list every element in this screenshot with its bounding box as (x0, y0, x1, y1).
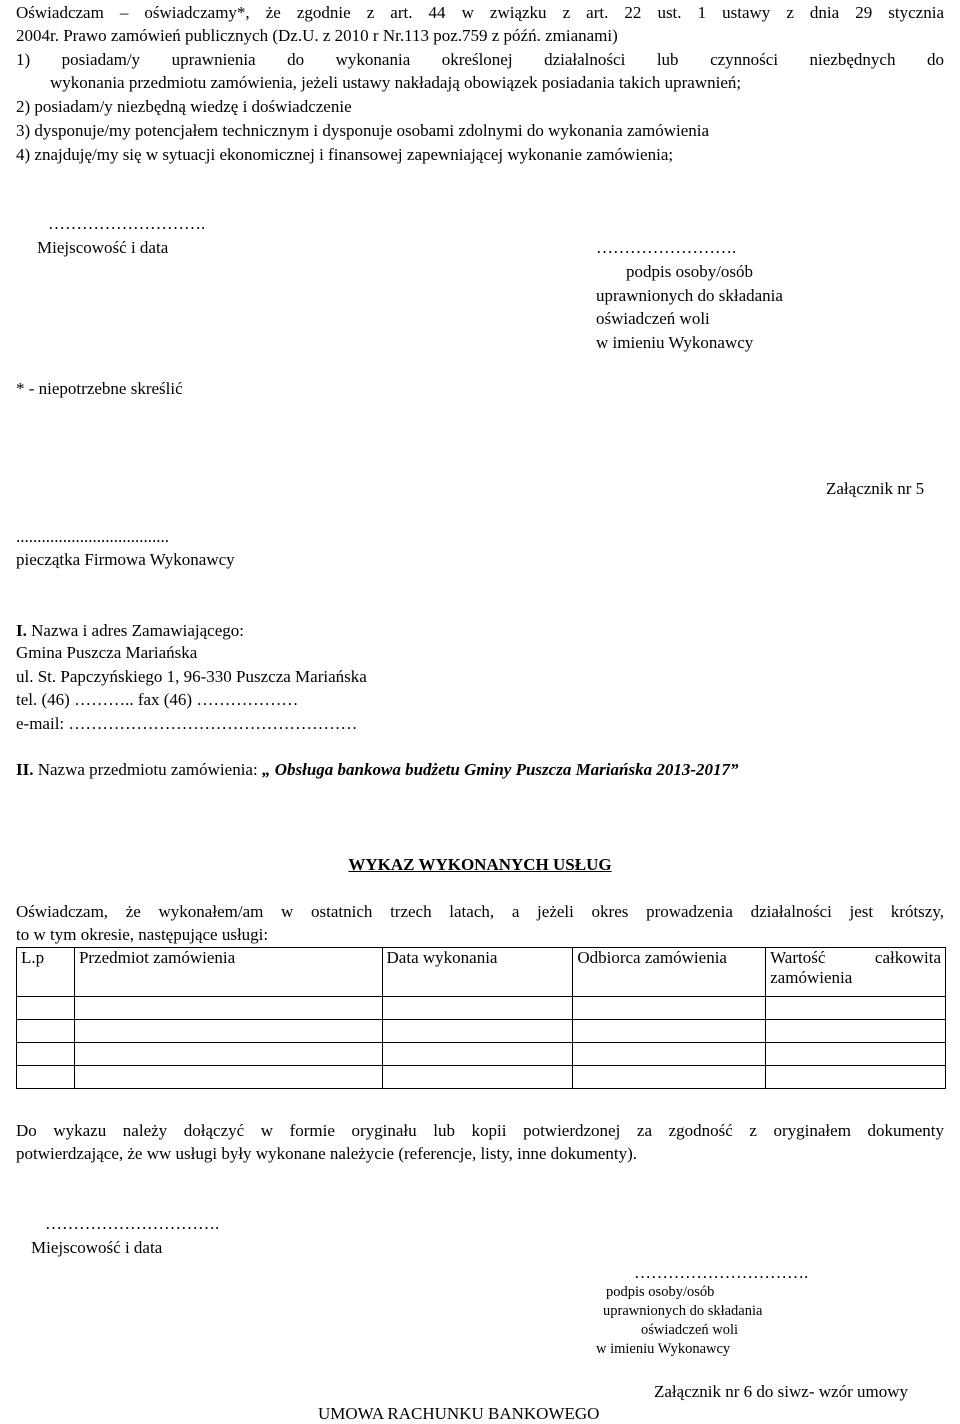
contract-title: UMOWA RACHUNKU BANKOWEGO (318, 1404, 600, 1423)
table-cell[interactable] (74, 1020, 382, 1043)
table-cell[interactable] (766, 1020, 946, 1043)
section-1-number: I. (16, 621, 27, 640)
section-2-number: II. (16, 760, 34, 779)
table-cell[interactable] (382, 1020, 573, 1043)
table-cell[interactable] (573, 1020, 766, 1043)
table-row (17, 1066, 946, 1089)
header-date: Data wykonania (382, 948, 573, 997)
signature-label-2-2: uprawnionych do składania (603, 1303, 763, 1319)
note-line-1: Do wykazu należy dołączyć w formie oryginału lub kopii potwierdzonej za zgodność z oryginałem dokumenty (16, 1121, 944, 1140)
statement-item-2: 2) posiadam/y niezbędną wiedzę i doświadczenie (16, 97, 352, 116)
signature-label-1: podpis osoby/osób (626, 262, 754, 281)
statement-line-2: 2004r. Prawo zamówień publicznych (Dz.U. z 2010 r Nr.113 poz.759 z późń. zmianami) (16, 26, 618, 45)
footnote: * - niepotrzebne skreślić (16, 379, 183, 398)
table-cell[interactable] (382, 1043, 573, 1066)
table-cell[interactable] (74, 1043, 382, 1066)
statement-item-1-cont: wykonania przedmiotu zamówienia, jeżeli ustawy nakładają obowiązek posiadania takich uprawnień; (50, 73, 742, 92)
annex-5-label: Załącznik nr 5 (826, 479, 925, 498)
table-cell[interactable] (74, 1066, 382, 1089)
contract-subject: „ Obsługa bankowa budżetu Gminy Puszcza Mariańska 2013-2017” (261, 760, 739, 779)
statement-line-1: Oświadczam – oświadczamy*, że zgodnie z art. 44 w związku z art. 22 ust. 1 ustawy z dnia 29 stycznia (16, 3, 944, 22)
table-cell[interactable] (766, 1066, 946, 1089)
place-date-dots-2: …………………………. (45, 1214, 220, 1233)
table-header-row (17, 948, 946, 997)
signature-label-3: oświadczeń woli (596, 309, 710, 328)
table-cell[interactable] (573, 1043, 766, 1066)
address-line-2: ul. St. Papczyńskiego 1, 96-330 Puszcza Mariańska (16, 667, 367, 686)
table-cell[interactable] (74, 997, 382, 1020)
table-cell[interactable] (17, 1066, 75, 1089)
header-subject: Przedmiot zamówienia (74, 948, 382, 997)
intro-line-1: Oświadczam, że wykonałem/am w ostatnich trzech latach, a jeżeli okres prowadzenia działalności jest krótszy, (16, 902, 944, 921)
header-lp: L.p (17, 948, 75, 997)
signature-dots-2: …………………………. (634, 1263, 809, 1282)
section-1-title: Nazwa i adres Zamawiającego: (26, 621, 244, 640)
statement-item-3: 3) dysponuje/my potencjałem technicznym i dysponuje osobami zdolnymi do wykonania zamówienia (16, 121, 710, 140)
table-row (17, 1043, 946, 1066)
place-date-dots: ………………………. (48, 214, 206, 233)
statement-item-1: 1) posiadam/y uprawnienia do wykonania określonej działalności lub czynności niezbędnych do (16, 50, 944, 69)
section-2-heading (16, 760, 739, 780)
address-line-3: tel. (46) ……….. fax (46) ……………… (16, 690, 299, 709)
section-1-heading (16, 621, 244, 641)
table-cell[interactable] (17, 997, 75, 1020)
table-cell[interactable] (766, 1043, 946, 1066)
stamp-dots: .................................... (16, 527, 169, 546)
signature-label-2-3: oświadczeń woli (641, 1322, 739, 1338)
header-value (766, 948, 946, 997)
services-list-heading: WYKAZ WYKONANYCH USŁUG (348, 855, 612, 874)
annex-6-label: Załącznik nr 6 do siwz- wzór umowy (654, 1382, 908, 1401)
signature-label-4: w imieniu Wykonawcy (596, 333, 754, 352)
table-cell[interactable] (573, 1066, 766, 1089)
services-table (16, 947, 946, 1089)
place-date-label: Miejscowość i data (37, 238, 169, 257)
table-cell[interactable] (17, 1043, 75, 1066)
section-2-text: Nazwa przedmiotu zamówienia: (33, 760, 262, 779)
statement-item-4: 4) znajduję/my się w sytuacji ekonomicznej i finansowej zapewniającej wykonanie zamówienia; (16, 145, 674, 164)
address-line-1: Gmina Puszcza Mariańska (16, 643, 198, 662)
signature-dots: ……………………. (596, 238, 737, 257)
place-date-label-2: Miejscowość i data (31, 1238, 163, 1257)
table-row (17, 997, 946, 1020)
table-cell[interactable] (382, 1066, 573, 1089)
table-cell[interactable] (382, 997, 573, 1020)
table-cell[interactable] (573, 997, 766, 1020)
note-line-2: potwierdzające, że ww usługi były wykonane należycie (referencje, listy, inne dokumenty). (16, 1144, 638, 1163)
signature-label-2-4: w imieniu Wykonawcy (596, 1341, 731, 1357)
stamp-label: pieczątka Firmowa Wykonawcy (16, 550, 235, 569)
signature-label-2: uprawnionych do składania (596, 286, 783, 305)
header-recipient: Odbiorca zamówienia (573, 948, 766, 997)
intro-line-2: to w tym okresie, następujące usługi: (16, 925, 269, 944)
table-cell[interactable] (17, 1020, 75, 1043)
header-value-text: Wartość całkowita zamówienia (770, 948, 941, 988)
signature-label-2-1: podpis osoby/osób (606, 1284, 715, 1300)
address-line-4: e-mail: …………………………………………… (16, 714, 358, 733)
table-cell[interactable] (766, 997, 946, 1020)
table-row (17, 1020, 946, 1043)
